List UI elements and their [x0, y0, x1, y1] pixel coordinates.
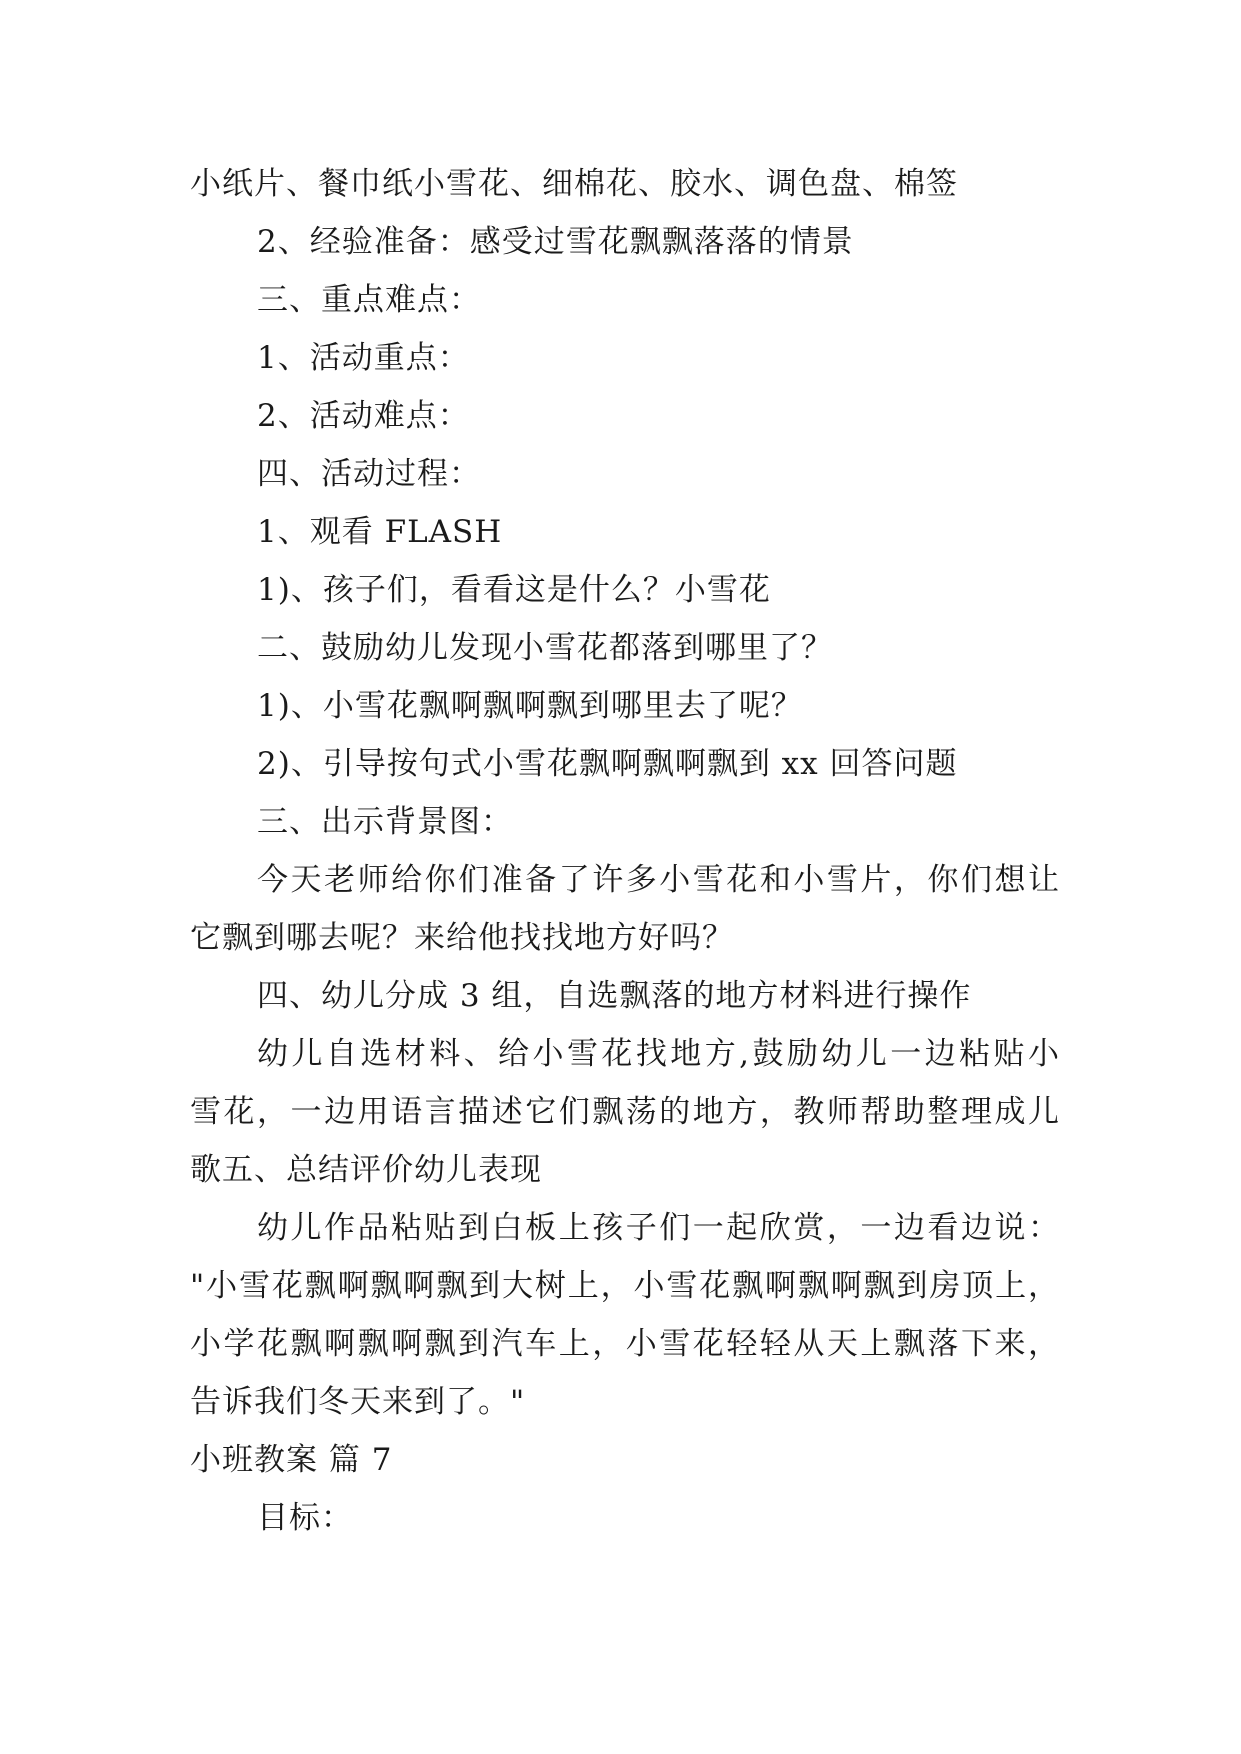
text-line: 歌五、总结评价幼儿表现	[190, 1152, 542, 1188]
text-line: 今天老师给你们准备了许多小雪花和小雪片，你们想让	[257, 862, 1060, 898]
section-heading: 四、幼儿分成 3 组，自选飘落的地方材料进行操作	[257, 978, 972, 1014]
text-line: 2、经验准备：感受过雪花飘飘落落的情景	[257, 224, 854, 260]
section-heading: 四、活动过程：	[257, 456, 481, 492]
text-line: 1)、孩子们，看看这是什么？小雪花	[257, 572, 771, 608]
section-heading: 三、重点难点：	[257, 282, 481, 318]
text-line: 告诉我们冬天来到了。"	[190, 1384, 526, 1420]
text-line: "小雪花飘啊飘啊飘到大树上，小雪花飘啊飘啊飘到房顶上，	[190, 1268, 1060, 1304]
text-line: 它飘到哪去呢？来给他找找地方好吗？	[190, 920, 734, 956]
section-heading: 三、出示背景图：	[257, 804, 513, 840]
text-line: 1、观看 FLASH	[257, 514, 503, 550]
text-line: 2)、引导按句式小雪花飘啊飘啊飘到 xx 回答问题	[257, 746, 958, 782]
text-line: 雪花，一边用语言描述它们飘荡的地方，教师帮助整理成儿	[190, 1094, 1060, 1130]
text-line: 2、活动难点：	[257, 398, 470, 434]
text-line: 1、活动重点：	[257, 340, 470, 376]
document-page	[190, 155, 1060, 1547]
document-title: 小班教案 篇 7	[190, 1442, 393, 1478]
text-line: 小学花飘啊飘啊飘到汽车上，小雪花轻轻从天上飘落下来，	[190, 1326, 1060, 1362]
text-line: 幼儿作品粘贴到白板上孩子们一起欣赏，一边看边说：	[257, 1210, 1060, 1246]
section-heading: 目标：	[257, 1500, 353, 1536]
text-line: 1)、小雪花飘啊飘啊飘到哪里去了呢？	[257, 688, 803, 724]
text-line: 小纸片、餐巾纸小雪花、细棉花、胶水、调色盘、棉签	[190, 166, 958, 202]
section-heading: 二、鼓励幼儿发现小雪花都落到哪里了？	[257, 630, 833, 666]
text-line: 幼儿自选材料、给小雪花找地方,鼓励幼儿一边粘贴小	[257, 1036, 1060, 1072]
